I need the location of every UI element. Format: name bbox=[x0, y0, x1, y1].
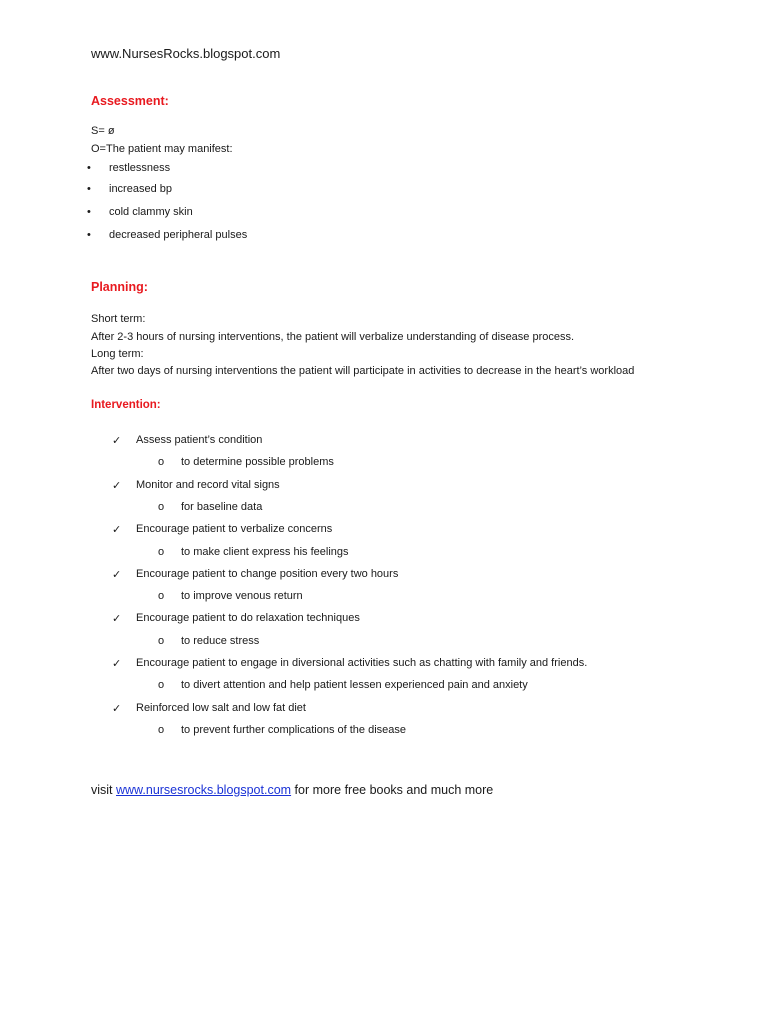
intervention-heading: Intervention: bbox=[91, 399, 161, 411]
footer-suffix: for more free books and much more bbox=[291, 783, 494, 797]
intervention-rationale: to improve venous return bbox=[181, 590, 303, 602]
intervention-action: Encourage patient to change position every two hours bbox=[136, 568, 399, 580]
intervention-rationale: for baseline data bbox=[181, 501, 263, 513]
short-term-label: Short term: bbox=[91, 313, 146, 325]
checkmark-icon: ✓ bbox=[112, 435, 122, 447]
long-term-label: Long term: bbox=[91, 348, 144, 360]
site-url-header: www.NursesRocks.blogspot.com bbox=[91, 46, 281, 61]
assessment-heading: Assessment: bbox=[91, 94, 169, 108]
sub-bullet-icon: o bbox=[158, 679, 165, 691]
bullet-icon: • bbox=[87, 206, 91, 218]
sub-bullet-icon: o bbox=[158, 546, 165, 558]
checkmark-icon: ✓ bbox=[112, 613, 122, 625]
intervention-action: Monitor and record vital signs bbox=[136, 479, 280, 491]
planning-heading: Planning: bbox=[91, 280, 148, 294]
objective-line: O=The patient may manifest: bbox=[91, 143, 233, 155]
intervention-action: Encourage patient to engage in diversional activities such as chatting with family and friends. bbox=[136, 657, 588, 669]
checkmark-icon: ✓ bbox=[112, 703, 122, 715]
sub-bullet-icon: o bbox=[158, 456, 165, 468]
intervention-action: Assess patient’s condition bbox=[136, 434, 263, 446]
checkmark-icon: ✓ bbox=[112, 658, 122, 670]
checkmark-icon: ✓ bbox=[112, 524, 122, 536]
intervention-action: Encourage patient to do relaxation techniques bbox=[136, 612, 360, 624]
sub-bullet-icon: o bbox=[158, 635, 165, 647]
bullet-icon: • bbox=[87, 229, 91, 241]
intervention-rationale: to make client express his feelings bbox=[181, 546, 349, 558]
sub-bullet-icon: o bbox=[158, 590, 165, 602]
bullet-icon: • bbox=[87, 183, 91, 195]
intervention-rationale: to reduce stress bbox=[181, 635, 260, 647]
footer-prefix: visit bbox=[91, 783, 116, 797]
assessment-item: decreased peripheral pulses bbox=[109, 229, 248, 241]
intervention-rationale: to divert attention and help patient lessen experienced pain and anxiety bbox=[181, 679, 528, 691]
sub-bullet-icon: o bbox=[158, 501, 165, 513]
short-term-text: After 2-3 hours of nursing interventions, the patient will verbalize understanding of disease process. bbox=[91, 331, 575, 343]
subjective-line: S= ø bbox=[91, 125, 115, 137]
intervention-rationale: to prevent further complications of the disease bbox=[181, 724, 407, 736]
assessment-item: cold clammy skin bbox=[109, 206, 193, 218]
assessment-item: restlessness bbox=[109, 162, 171, 174]
assessment-item: increased bp bbox=[109, 183, 172, 195]
checkmark-icon: ✓ bbox=[112, 480, 122, 492]
footer-line bbox=[91, 783, 493, 797]
intervention-action: Reinforced low salt and low fat diet bbox=[136, 702, 306, 714]
bullet-icon: • bbox=[87, 162, 91, 174]
intervention-rationale: to determine possible problems bbox=[181, 456, 334, 468]
footer-link[interactable]: www.nursesrocks.blogspot.com bbox=[116, 783, 292, 797]
intervention-action: Encourage patient to verbalize concerns bbox=[136, 523, 333, 535]
long-term-text: After two days of nursing interventions the patient will participate in activities to decrease in the heart’s workload bbox=[91, 365, 635, 377]
checkmark-icon: ✓ bbox=[112, 569, 122, 581]
sub-bullet-icon: o bbox=[158, 724, 165, 736]
